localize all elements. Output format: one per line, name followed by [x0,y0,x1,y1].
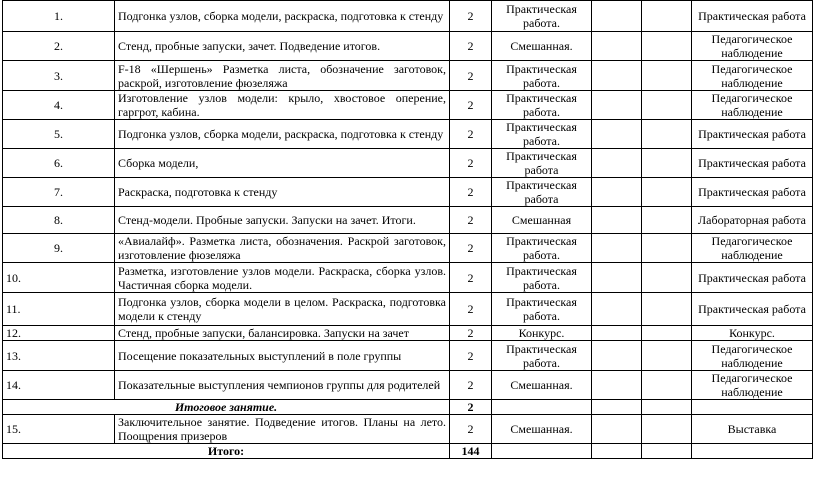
row-hours: 2 [450,207,492,234]
empty-cell [592,149,642,178]
row-number: 13. [3,341,115,371]
row-number: 5. [3,120,115,149]
empty-cell [592,293,642,326]
row-hours: 2 [450,120,492,149]
empty-cell [592,32,642,61]
empty-cell [692,400,813,415]
row-theme: Стенд-модели. Пробные запуски. Запуски на зачет. Итоги. [115,207,450,234]
row-theme: Стенд, пробные запуски, балансировка. Запуски на зачет [115,326,450,341]
row-control: Практическая работа [692,149,813,178]
row-number: 12. [3,326,115,341]
empty-cell [642,207,692,234]
row-control: Педагогическое наблюдение [692,32,813,61]
table-row [3,178,813,207]
row-hours: 2 [450,1,492,32]
row-form: Смешанная. [492,415,592,444]
row-control: Педагогическое наблюдение [692,234,813,263]
row-hours: 2 [450,178,492,207]
empty-cell [642,178,692,207]
empty-cell [592,444,642,459]
row-number: 10. [3,263,115,293]
row-hours: 2 [450,293,492,326]
row-number: 3. [3,61,115,91]
empty-cell [492,444,592,459]
total-row [3,444,813,459]
row-hours: 2 [450,234,492,263]
empty-cell [642,263,692,293]
row-number: 14. [3,371,115,400]
empty-cell [592,326,642,341]
table-row [3,1,813,32]
row-control: Педагогическое наблюдение [692,91,813,120]
row-control: Педагогическое наблюдение [692,371,813,400]
empty-cell [642,32,692,61]
empty-cell [592,415,642,444]
empty-cell [592,178,642,207]
row-form: Практическая работа. [492,341,592,371]
row-hours: 2 [450,32,492,61]
curriculum-table [2,0,813,459]
empty-cell [592,61,642,91]
empty-cell [642,91,692,120]
row-hours: 2 [450,341,492,371]
empty-cell [642,1,692,32]
row-number: 11. [3,293,115,326]
empty-cell [642,149,692,178]
row-control: Лабораторная работа [692,207,813,234]
empty-cell [692,444,813,459]
row-form: Практическая работа. [492,1,592,32]
table-row [3,207,813,234]
empty-cell [642,415,692,444]
empty-cell [592,1,642,32]
row-hours: 2 [450,326,492,341]
empty-cell [642,120,692,149]
empty-cell [592,120,642,149]
row-theme: Посещение показательных выступлений в поле группы [115,341,450,371]
table-row [3,326,813,341]
row-form: Практическая работа. [492,293,592,326]
row-hours: 2 [450,415,492,444]
row-form: Практическая работа. [492,120,592,149]
row-theme: Разметка, изготовление узлов модели. Раскраска, сборка узлов. Частичная сборка модели. [115,263,450,293]
row-theme: Сборка модели, [115,149,450,178]
empty-cell [592,400,642,415]
empty-cell [592,371,642,400]
row-control: Педагогическое наблюдение [692,61,813,91]
row-number: 6. [3,149,115,178]
row-hours: 2 [450,91,492,120]
empty-cell [642,371,692,400]
empty-cell [592,234,642,263]
total-label: Итого: [3,444,450,459]
row-number: 4. [3,91,115,120]
row-theme: Изготовление узлов модели: крыло, хвостовое оперение, гаргрот, кабина. [115,91,450,120]
table-row [3,293,813,326]
row-number: 7. [3,178,115,207]
row-theme: Раскраска, подготовка к стенду [115,178,450,207]
row-theme: Стенд, пробные запуски, зачет. Подведение итогов. [115,32,450,61]
table-row [3,91,813,120]
empty-cell [642,400,692,415]
row-control: Практическая работа [692,263,813,293]
row-control: Практическая работа [692,1,813,32]
empty-cell [592,341,642,371]
row-form: Практическая работа. [492,263,592,293]
table-row [3,61,813,91]
final-lesson-label: Итоговое занятие. [3,400,450,415]
empty-cell [642,61,692,91]
row-form: Практическая работа [492,178,592,207]
row-theme: Заключительное занятие. Подведение итогов. Планы на лето. Поощрения призеров [115,415,450,444]
row-theme: Подгонка узлов, сборка модели, раскраска, подготовка к стенду [115,1,450,32]
row-form: Конкурс. [492,326,592,341]
row-number: 2. [3,32,115,61]
empty-cell [642,234,692,263]
final-lesson-row [3,400,813,415]
empty-cell [642,341,692,371]
row-control: Конкурс. [692,326,813,341]
row-form: Практическая работа. [492,234,592,263]
total-hours: 144 [450,444,492,459]
table-row [3,415,813,444]
row-control: Педагогическое наблюдение [692,341,813,371]
row-hours: 2 [450,371,492,400]
table-row [3,371,813,400]
table-row [3,341,813,371]
empty-cell [642,293,692,326]
row-number: 1. [3,1,115,32]
row-theme: F-18 «Шершень» Разметка листа, обозначение заготовок, раскрой, изготовление фюзеляжа [115,61,450,91]
empty-cell [592,91,642,120]
final-lesson-hours: 2 [450,400,492,415]
empty-cell [592,207,642,234]
row-number: 15. [3,415,115,444]
table-row [3,120,813,149]
row-control: Практическая работа [692,120,813,149]
table-row [3,234,813,263]
empty-cell [592,263,642,293]
row-hours: 2 [450,149,492,178]
row-number: 9. [3,234,115,263]
row-theme: «Авиалайф». Разметка листа, обозначения. Раскрой заготовок, изготовление фюзеляжа [115,234,450,263]
empty-cell [642,444,692,459]
row-control: Практическая работа [692,293,813,326]
row-hours: 2 [450,61,492,91]
row-control: Практическая работа [692,178,813,207]
row-control: Выставка [692,415,813,444]
row-hours: 2 [450,263,492,293]
table-row [3,263,813,293]
row-form: Смешанная [492,207,592,234]
row-form: Смешанная. [492,371,592,400]
empty-cell [492,400,592,415]
row-form: Смешанная. [492,32,592,61]
row-theme: Подгонка узлов, сборка модели в целом. Раскраска, подготовка модели к стенду [115,293,450,326]
row-form: Практическая работа [492,149,592,178]
table-row [3,149,813,178]
row-form: Практическая работа. [492,91,592,120]
row-theme: Подгонка узлов, сборка модели, раскраска, подготовка к стенду [115,120,450,149]
row-form: Практическая работа. [492,61,592,91]
row-theme: Показательные выступления чемпионов группы для родителей [115,371,450,400]
table-row [3,32,813,61]
row-number: 8. [3,207,115,234]
empty-cell [642,326,692,341]
